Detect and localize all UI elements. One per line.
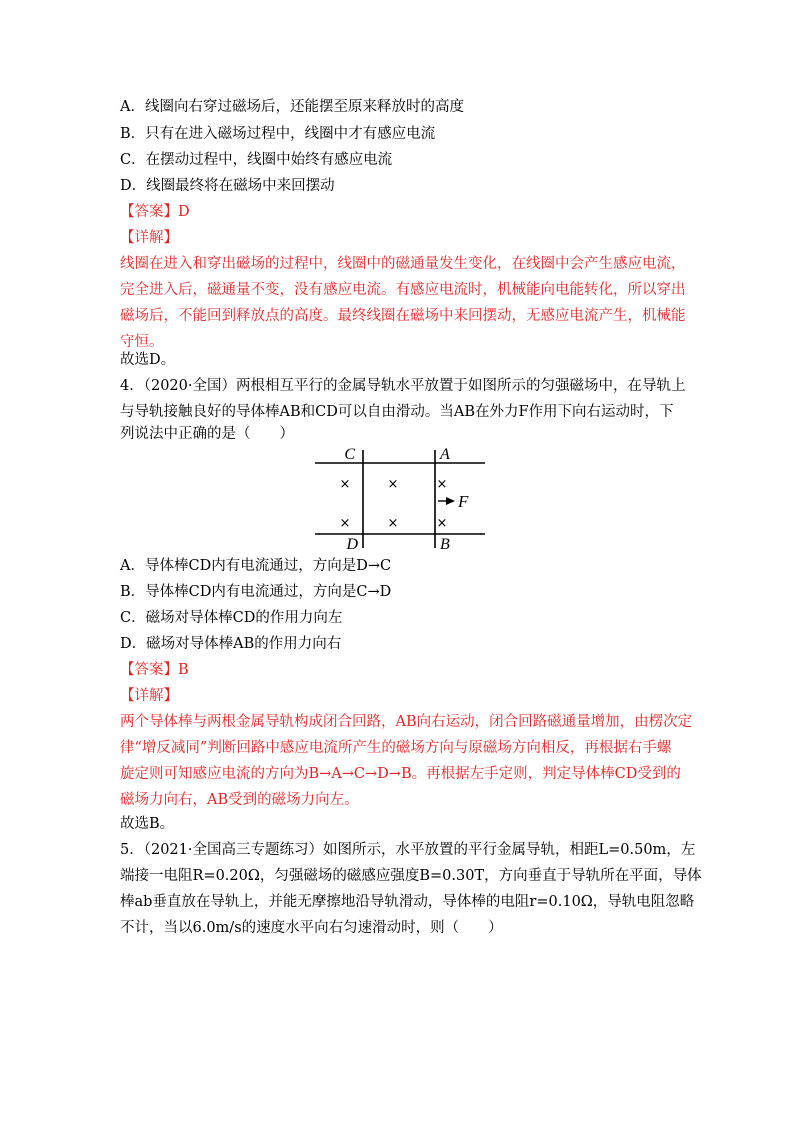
q4-answer — [120, 660, 189, 680]
field-cross: × — [339, 477, 351, 492]
q4-explanation-line: 旋定则可知感应电流的方向为B→A→C→D→B。再根据左手定则，判定导体棒CD受到的 — [120, 766, 681, 782]
q3-option-a: A．线圈向右穿过磁场后，还能摆至原来释放时的高度 — [120, 99, 464, 115]
q5-stem-line: 不计，当以6.0m/s的速度水平向右匀速滑动时，则（ ） — [120, 920, 503, 936]
q3-detail-label: 【详解】 — [120, 230, 178, 246]
label-b: B — [440, 536, 450, 552]
label-a: A — [440, 446, 450, 463]
force-arrow-icon — [446, 497, 455, 505]
q5-stem-line: 端接一电阻R=0.20Ω，匀强磁场的磁感应强度B=0.30T，方向垂直于导轨所在平面，导体 — [120, 868, 702, 884]
q4-explanation-line: 两个导体棒与两根金属导轨构成闭合回路，AB向右运动，闭合回路磁通量增加，由楞次定 — [120, 714, 693, 730]
answer-label: 【答案】 — [120, 662, 178, 678]
q4-explanation-line: 磁场力向右，AB受到的磁场力向左。 — [120, 792, 359, 808]
field-cross: × — [387, 516, 399, 531]
label-f: F — [458, 492, 469, 511]
q4-option-a: A．导体棒CD内有电流通过，方向是D→C — [120, 558, 392, 574]
rail-diagram — [310, 444, 490, 552]
field-cross: × — [339, 516, 351, 531]
field-cross: × — [436, 516, 448, 531]
q4-explanation-line: 律“增反减同”判断回路中感应电流所产生的磁场方向与原磁场方向相反，再根据右手螺 — [120, 740, 672, 756]
q4-detail-label: 【详解】 — [120, 688, 178, 704]
q4-option-d: D．磁场对导体棒AB的作用力向右 — [120, 636, 342, 652]
q4-option-b: B．导体棒CD内有电流通过，方向是C→D — [120, 584, 392, 600]
q3-explanation-line: 守恒。 — [120, 334, 164, 350]
answer-value: D — [178, 204, 190, 220]
q3-option-b: B．只有在进入磁场过程中，线圈中才有感应电流 — [120, 126, 436, 142]
q5-stem-line: 棒ab垂直放在导轨上，并能无摩擦地沿导轨滑动，导体棒的电阻r=0.10Ω，导轨电阻忽略 — [120, 894, 695, 910]
q5-stem-line: 5．（2021·全国高三专题练习）如图所示，水平放置的平行金属导轨，相距L=0.50m，左 — [120, 842, 696, 858]
q3-explanation-line: 磁场后，不能回到释放点的高度。最终线圈在磁场中来回摆动，无感应电流产生，机械能 — [120, 308, 686, 324]
field-cross: × — [436, 477, 448, 492]
q3-conclusion: 故选D。 — [120, 352, 176, 368]
q3-explanation-line: 线圈在进入和穿出磁场的过程中，线圈中的磁通量发生变化，在线圈中会产生感应电流， — [120, 256, 686, 272]
q4-conclusion: 故选B。 — [120, 816, 175, 832]
q3-explanation-line: 完全进入后，磁通量不变，没有感应电流。有感应电流时，机械能向电能转化，所以穿出 — [120, 282, 686, 298]
q4-stem-line: 与导轨接触良好的导体棒AB和CD可以自由滑动。当AB在外力F作用下向右运动时，下 — [120, 404, 674, 420]
q4-stem-line: 4．（2020·全国）两根相互平行的金属导轨水平放置于如图所示的匀强磁场中，在导轨上 — [120, 378, 686, 394]
q3-answer — [120, 202, 190, 222]
answer-value: B — [178, 662, 189, 678]
q3-option-d: D．线圈最终将在磁场中来回摆动 — [120, 178, 335, 194]
q4-stem-line: 列说法中正确的是（ ） — [120, 426, 294, 442]
field-cross: × — [387, 477, 399, 492]
q4-option-c: C．磁场对导体棒CD的作用力向左 — [120, 610, 343, 626]
q3-option-c: C．在摆动过程中，线圈中始终有感应电流 — [120, 152, 393, 168]
label-d: D — [346, 536, 358, 552]
answer-label: 【答案】 — [120, 204, 178, 220]
label-c: C — [344, 446, 355, 463]
